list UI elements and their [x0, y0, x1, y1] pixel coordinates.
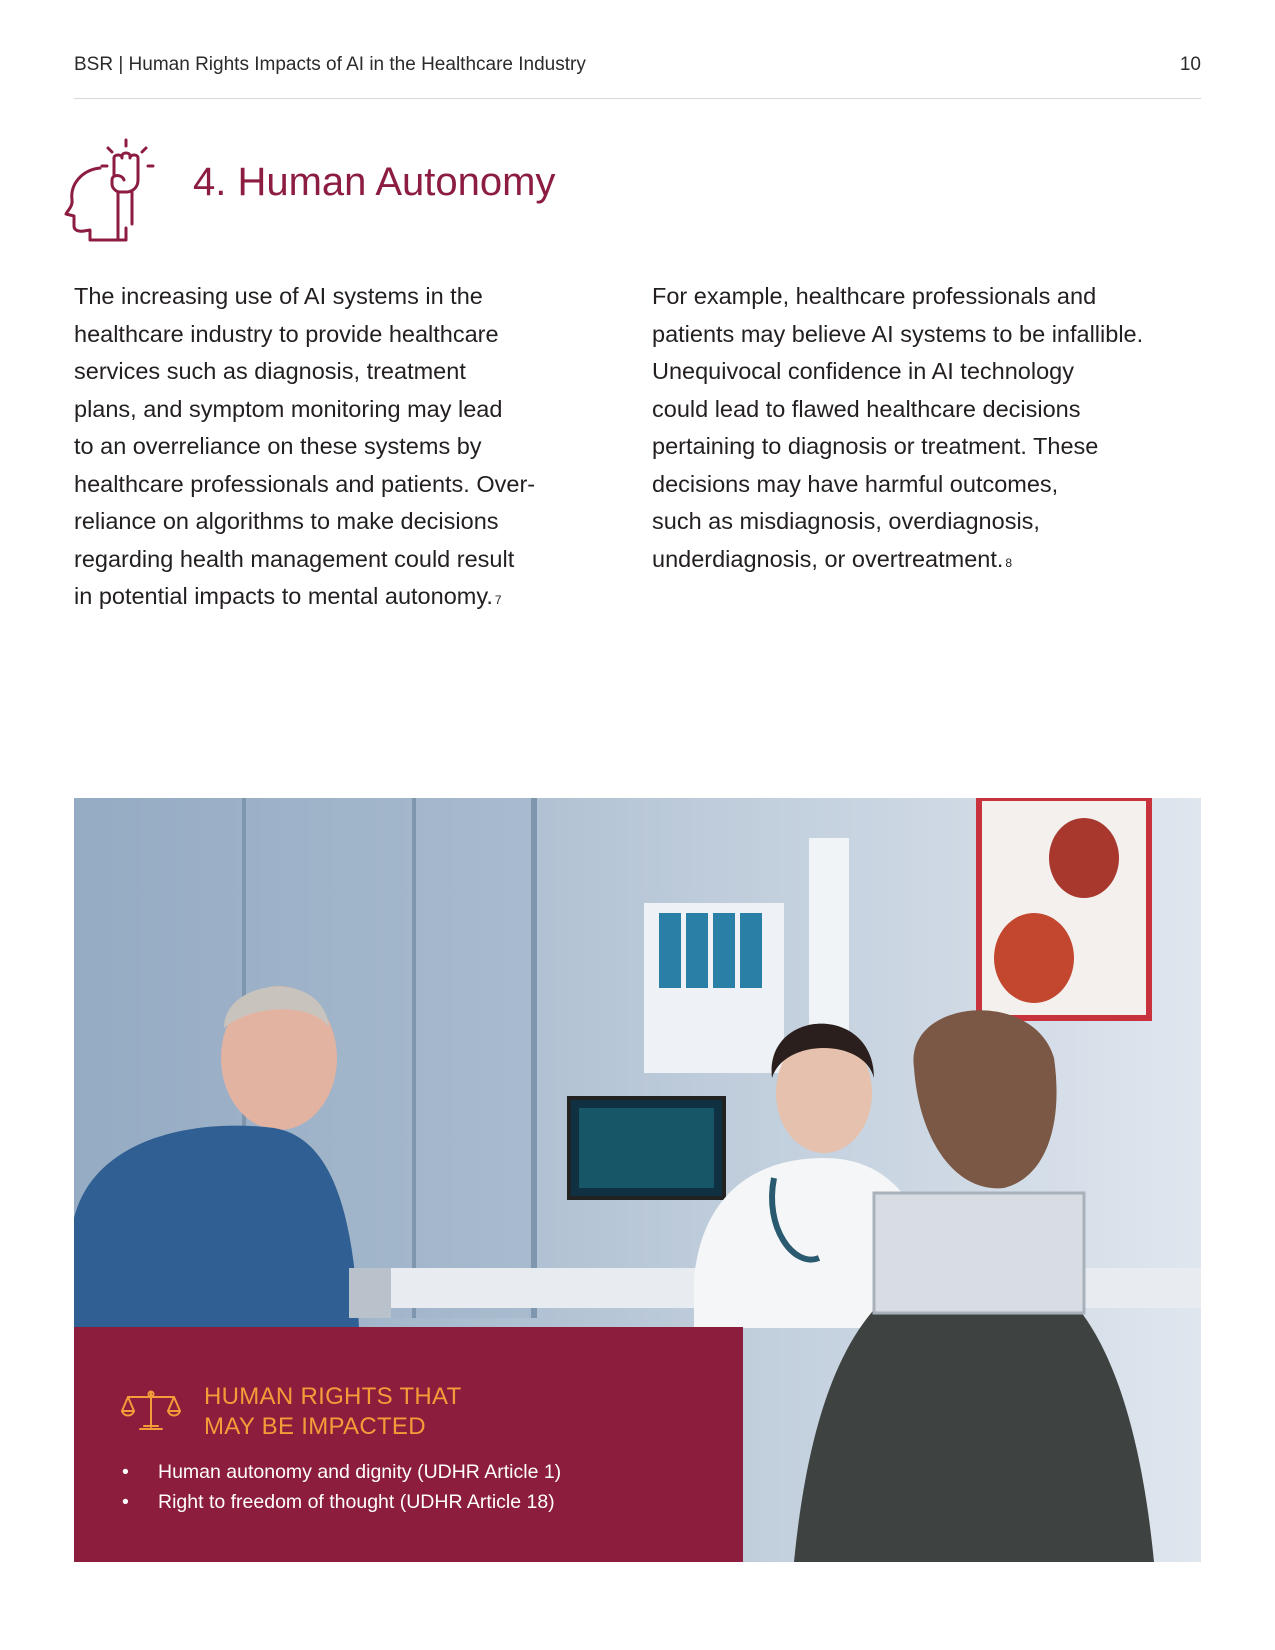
text-line: Unequivocal confidence in AI technology — [652, 358, 1074, 384]
text-line: services such as diagnosis, treatment — [74, 358, 466, 384]
human-rights-callout — [74, 1327, 743, 1562]
text-line: The increasing use of AI systems in the — [74, 283, 483, 309]
text-line: For example, healthcare professionals and — [652, 283, 1097, 309]
rights-list — [120, 1457, 561, 1517]
text-line: healthcare industry to provide healthcare — [74, 320, 499, 347]
running-title: BSR | Human Rights Impacts of AI in the Healthcare Industry — [74, 54, 586, 75]
text-line: plans, and symptom monitoring may lead — [74, 395, 503, 422]
scales-of-justice-icon — [120, 1389, 182, 1433]
callout-title — [204, 1382, 462, 1442]
raised-fist-head-icon — [60, 136, 170, 246]
text-line: reliance on algorithms to make decisions — [74, 508, 499, 534]
callout-title-line: MAY BE IMPACTED — [204, 1413, 426, 1440]
body-right-column — [652, 278, 1192, 578]
text-line — [652, 541, 1192, 579]
header-divider — [74, 98, 1201, 99]
text-line: could lead to flawed healthcare decisions — [652, 395, 1081, 422]
text-line: regarding health management could result — [74, 545, 515, 572]
footnote-ref[interactable]: 8 — [1005, 555, 1013, 570]
section-title: 4. Human Autonomy — [193, 160, 556, 204]
text-line: to an overreliance on these systems by — [74, 433, 482, 459]
text-line: pertaining to diagnosis or treatment. These — [652, 433, 1099, 459]
text-line: healthcare professionals and patients. Over- — [74, 470, 536, 497]
text-line: such as misdiagnosis, overdiagnosis, — [652, 508, 1040, 534]
text-line: patients may believe AI systems to be infallible. — [652, 320, 1144, 347]
text-line-content: in potential impacts to mental autonomy. — [74, 583, 493, 609]
body-left-column — [74, 278, 574, 616]
text-line: decisions may have harmful outcomes, — [652, 470, 1059, 497]
footnote-ref[interactable]: 7 — [494, 593, 502, 607]
text-line-content: underdiagnosis, or overtreatment. — [652, 545, 1004, 572]
page-number: 10 — [1179, 54, 1201, 75]
list-item: • Human autonomy and dignity (UDHR Article 1) — [120, 1457, 561, 1487]
callout-title-line: HUMAN RIGHTS THAT — [204, 1383, 462, 1410]
list-item: • Right to freedom of thought (UDHR Article 18) — [120, 1487, 561, 1517]
text-line — [74, 578, 574, 616]
